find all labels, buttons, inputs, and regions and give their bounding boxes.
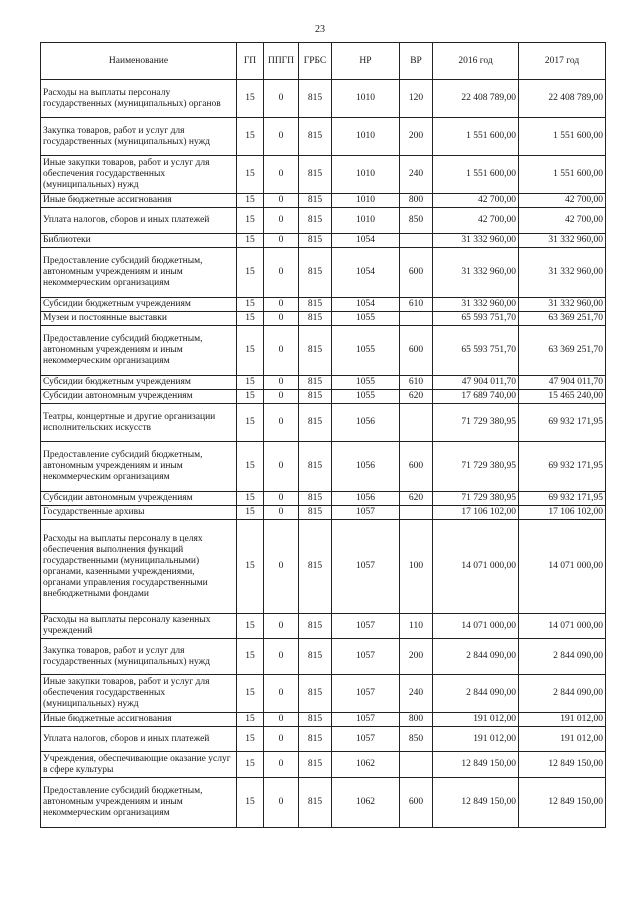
row-grbs: 815 [299,390,332,404]
row-name: Расходы на выплаты персоналу в целях обеспечения выполнения функций государственными (муниципальными) органами, казенными учреждениями, органами управления государственными внебюджетными фондами [41,520,237,614]
row-2017-amount: 17 106 102,00 [519,506,606,520]
row-2016-amount: 22 408 789,00 [433,80,519,118]
row-grbs: 815 [299,404,332,442]
table-row [41,234,606,248]
row-nr: 1062 [332,752,400,778]
row-vr: 120 [400,80,433,118]
header-gp: ГП [237,43,264,80]
row-name: Субсидии автономным учреждениям [41,492,237,506]
row-nr: 1057 [332,639,400,675]
row-name: Закупка товаров, работ и услуг для государственных (муниципальных) нужд [41,118,237,156]
budget-table [40,42,606,828]
row-grbs: 815 [299,194,332,208]
row-vr: 600 [400,442,433,492]
row-vr [400,404,433,442]
row-nr: 1055 [332,390,400,404]
row-nr: 1010 [332,156,400,194]
row-ppgp: 0 [264,312,299,326]
row-grbs: 815 [299,298,332,312]
row-ppgp: 0 [264,298,299,312]
row-grbs: 815 [299,713,332,727]
row-2017-amount: 69 932 171,95 [519,492,606,506]
row-2016-amount: 17 689 740,00 [433,390,519,404]
row-2016-amount: 191 012,00 [433,727,519,752]
row-ppgp: 0 [264,156,299,194]
row-gp: 15 [237,298,264,312]
table-row [41,778,606,828]
row-name: Субсидии бюджетным учреждениям [41,298,237,312]
row-name: Театры, концертные и другие организации исполнительских искусств [41,404,237,442]
row-2017-amount: 1 551 600,00 [519,156,606,194]
table-row [41,675,606,713]
row-vr [400,312,433,326]
table-row [41,713,606,727]
row-name: Иные закупки товаров, работ и услуг для обеспечения государственных (муниципальных) нужд [41,156,237,194]
row-vr: 620 [400,390,433,404]
row-name: Расходы на выплаты персоналу казенных учреждений [41,614,237,639]
row-2016-amount: 2 844 090,00 [433,639,519,675]
row-name: Субсидии автономным учреждениям [41,390,237,404]
row-2016-amount: 65 593 751,70 [433,326,519,376]
row-2016-amount: 47 904 011,70 [433,376,519,390]
row-nr: 1057 [332,727,400,752]
row-ppgp: 0 [264,80,299,118]
row-name: Уплата налогов, сборов и иных платежей [41,208,237,234]
row-2017-amount: 69 932 171,95 [519,442,606,492]
table-row [41,156,606,194]
row-nr: 1057 [332,713,400,727]
row-ppgp: 0 [264,390,299,404]
row-grbs: 815 [299,614,332,639]
row-2017-amount: 191 012,00 [519,727,606,752]
row-2017-amount: 47 904 011,70 [519,376,606,390]
row-2017-amount: 1 551 600,00 [519,118,606,156]
row-nr: 1056 [332,404,400,442]
row-grbs: 815 [299,442,332,492]
row-grbs: 815 [299,326,332,376]
row-2017-amount: 191 012,00 [519,713,606,727]
table-row [41,80,606,118]
row-name: Предоставление субсидий бюджетным, автономным учреждениям и иным некоммерческим организациям [41,442,237,492]
row-grbs: 815 [299,118,332,156]
row-2016-amount: 65 593 751,70 [433,312,519,326]
row-2017-amount: 63 369 251,70 [519,312,606,326]
row-ppgp: 0 [264,118,299,156]
row-vr [400,506,433,520]
row-nr: 1010 [332,194,400,208]
table-row [41,312,606,326]
row-ppgp: 0 [264,639,299,675]
row-ppgp: 0 [264,752,299,778]
row-2016-amount: 31 332 960,00 [433,234,519,248]
table-row [41,639,606,675]
header-grbs: ГРБС [299,43,332,80]
row-name: Субсидии бюджетным учреждениям [41,376,237,390]
row-name: Закупка товаров, работ и услуг для государственных (муниципальных) нужд [41,639,237,675]
row-grbs: 815 [299,675,332,713]
row-ppgp: 0 [264,376,299,390]
row-gp: 15 [237,248,264,298]
row-2016-amount: 191 012,00 [433,713,519,727]
row-gp: 15 [237,442,264,492]
row-2017-amount: 22 408 789,00 [519,80,606,118]
row-gp: 15 [237,118,264,156]
row-2016-amount: 42 700,00 [433,194,519,208]
row-vr: 610 [400,376,433,390]
row-name: Иные бюджетные ассигнования [41,194,237,208]
header-nr: НР [332,43,400,80]
row-2016-amount: 12 849 150,00 [433,752,519,778]
row-grbs: 815 [299,234,332,248]
row-nr: 1057 [332,506,400,520]
row-vr: 850 [400,727,433,752]
row-name: Государственные архивы [41,506,237,520]
row-ppgp: 0 [264,492,299,506]
row-name: Учреждения, обеспечивающие оказание услуг в сфере культуры [41,752,237,778]
row-grbs: 815 [299,208,332,234]
row-nr: 1062 [332,778,400,828]
row-name: Предоставление субсидий бюджетным, автономным учреждениям и иным некоммерческим организациям [41,778,237,828]
row-2016-amount: 31 332 960,00 [433,248,519,298]
row-nr: 1057 [332,614,400,639]
row-nr: 1010 [332,80,400,118]
row-2016-amount: 31 332 960,00 [433,298,519,312]
row-2017-amount: 31 332 960,00 [519,234,606,248]
row-ppgp: 0 [264,442,299,492]
row-2016-amount: 71 729 380,95 [433,442,519,492]
row-2016-amount: 17 106 102,00 [433,506,519,520]
row-nr: 1056 [332,492,400,506]
row-2017-amount: 2 844 090,00 [519,675,606,713]
row-gp: 15 [237,778,264,828]
row-vr: 800 [400,713,433,727]
page-number: 23 [315,24,325,35]
row-nr: 1057 [332,520,400,614]
row-2017-amount: 31 332 960,00 [519,298,606,312]
row-gp: 15 [237,326,264,376]
row-gp: 15 [237,80,264,118]
row-ppgp: 0 [264,326,299,376]
row-nr: 1010 [332,118,400,156]
row-gp: 15 [237,376,264,390]
row-2017-amount: 42 700,00 [519,194,606,208]
row-2016-amount: 2 844 090,00 [433,675,519,713]
row-ppgp: 0 [264,727,299,752]
row-vr: 850 [400,208,433,234]
row-vr [400,234,433,248]
row-2017-amount: 63 369 251,70 [519,326,606,376]
table-row [41,404,606,442]
row-grbs: 815 [299,778,332,828]
row-nr: 1054 [332,248,400,298]
row-2016-amount: 12 849 150,00 [433,778,519,828]
row-2017-amount: 15 465 240,00 [519,390,606,404]
row-gp: 15 [237,492,264,506]
row-2016-amount: 1 551 600,00 [433,118,519,156]
table-row [41,326,606,376]
row-nr: 1055 [332,312,400,326]
table-row [41,194,606,208]
row-ppgp: 0 [264,713,299,727]
row-grbs: 815 [299,639,332,675]
table-row [41,248,606,298]
row-2017-amount: 42 700,00 [519,208,606,234]
row-vr: 620 [400,492,433,506]
row-vr: 200 [400,118,433,156]
row-name: Уплата налогов, сборов и иных платежей [41,727,237,752]
row-grbs: 815 [299,376,332,390]
row-nr: 1055 [332,326,400,376]
header-2016: 2016 год [433,43,519,80]
row-vr: 200 [400,639,433,675]
table-row [41,376,606,390]
table-row [41,727,606,752]
row-gp: 15 [237,675,264,713]
row-nr: 1054 [332,234,400,248]
row-vr: 100 [400,520,433,614]
row-gp: 15 [237,639,264,675]
row-gp: 15 [237,390,264,404]
row-gp: 15 [237,752,264,778]
row-grbs: 815 [299,727,332,752]
row-2017-amount: 2 844 090,00 [519,639,606,675]
row-name: Расходы на выплаты персоналу государственных (муниципальных) органов [41,80,237,118]
row-gp: 15 [237,727,264,752]
row-2017-amount: 12 849 150,00 [519,752,606,778]
row-ppgp: 0 [264,506,299,520]
row-grbs: 815 [299,752,332,778]
row-2017-amount: 12 849 150,00 [519,778,606,828]
row-grbs: 815 [299,520,332,614]
row-name: Предоставление субсидий бюджетным, автономным учреждениям и иным некоммерческим организациям [41,326,237,376]
row-name: Иные бюджетные ассигнования [41,713,237,727]
row-gp: 15 [237,520,264,614]
row-nr: 1057 [332,675,400,713]
row-vr: 240 [400,675,433,713]
row-2016-amount: 71 729 380,95 [433,492,519,506]
row-gp: 15 [237,614,264,639]
row-grbs: 815 [299,506,332,520]
row-grbs: 815 [299,312,332,326]
row-grbs: 815 [299,492,332,506]
row-vr: 600 [400,778,433,828]
row-vr: 600 [400,326,433,376]
row-grbs: 815 [299,80,332,118]
row-gp: 15 [237,208,264,234]
table-row [41,506,606,520]
row-gp: 15 [237,506,264,520]
table-row [41,492,606,506]
row-vr: 610 [400,298,433,312]
row-ppgp: 0 [264,778,299,828]
row-gp: 15 [237,156,264,194]
row-ppgp: 0 [264,194,299,208]
row-ppgp: 0 [264,520,299,614]
row-name: Предоставление субсидий бюджетным, автономным учреждениям и иным некоммерческим организациям [41,248,237,298]
row-2017-amount: 14 071 000,00 [519,520,606,614]
row-gp: 15 [237,234,264,248]
row-2016-amount: 42 700,00 [433,208,519,234]
row-vr: 110 [400,614,433,639]
row-ppgp: 0 [264,675,299,713]
row-ppgp: 0 [264,234,299,248]
row-nr: 1010 [332,208,400,234]
table-row [41,442,606,492]
row-gp: 15 [237,194,264,208]
row-nr: 1056 [332,442,400,492]
header-ppgp: ППГП [264,43,299,80]
header-name: Наименование [41,43,237,80]
row-vr: 600 [400,248,433,298]
row-ppgp: 0 [264,208,299,234]
table-row [41,390,606,404]
row-name: Библиотеки [41,234,237,248]
row-nr: 1055 [332,376,400,390]
table-row [41,298,606,312]
row-2016-amount: 14 071 000,00 [433,520,519,614]
table-row [41,752,606,778]
row-2017-amount: 14 071 000,00 [519,614,606,639]
row-ppgp: 0 [264,404,299,442]
row-2017-amount: 31 332 960,00 [519,248,606,298]
row-gp: 15 [237,713,264,727]
row-ppgp: 0 [264,248,299,298]
row-grbs: 815 [299,156,332,194]
row-vr [400,752,433,778]
header-2017: 2017 год [519,43,606,80]
table-row [41,208,606,234]
table-row [41,520,606,614]
row-vr: 240 [400,156,433,194]
table-row [41,118,606,156]
row-nr: 1054 [332,298,400,312]
row-grbs: 815 [299,248,332,298]
row-2017-amount: 69 932 171,95 [519,404,606,442]
row-gp: 15 [237,404,264,442]
row-name: Музеи и постоянные выставки [41,312,237,326]
row-vr: 800 [400,194,433,208]
table-header-row [41,43,606,80]
row-2016-amount: 14 071 000,00 [433,614,519,639]
table-row [41,614,606,639]
header-vr: ВР [400,43,433,80]
row-2016-amount: 1 551 600,00 [433,156,519,194]
row-name: Иные закупки товаров, работ и услуг для обеспечения государственных (муниципальных) нужд [41,675,237,713]
row-2016-amount: 71 729 380,95 [433,404,519,442]
row-ppgp: 0 [264,614,299,639]
row-gp: 15 [237,312,264,326]
